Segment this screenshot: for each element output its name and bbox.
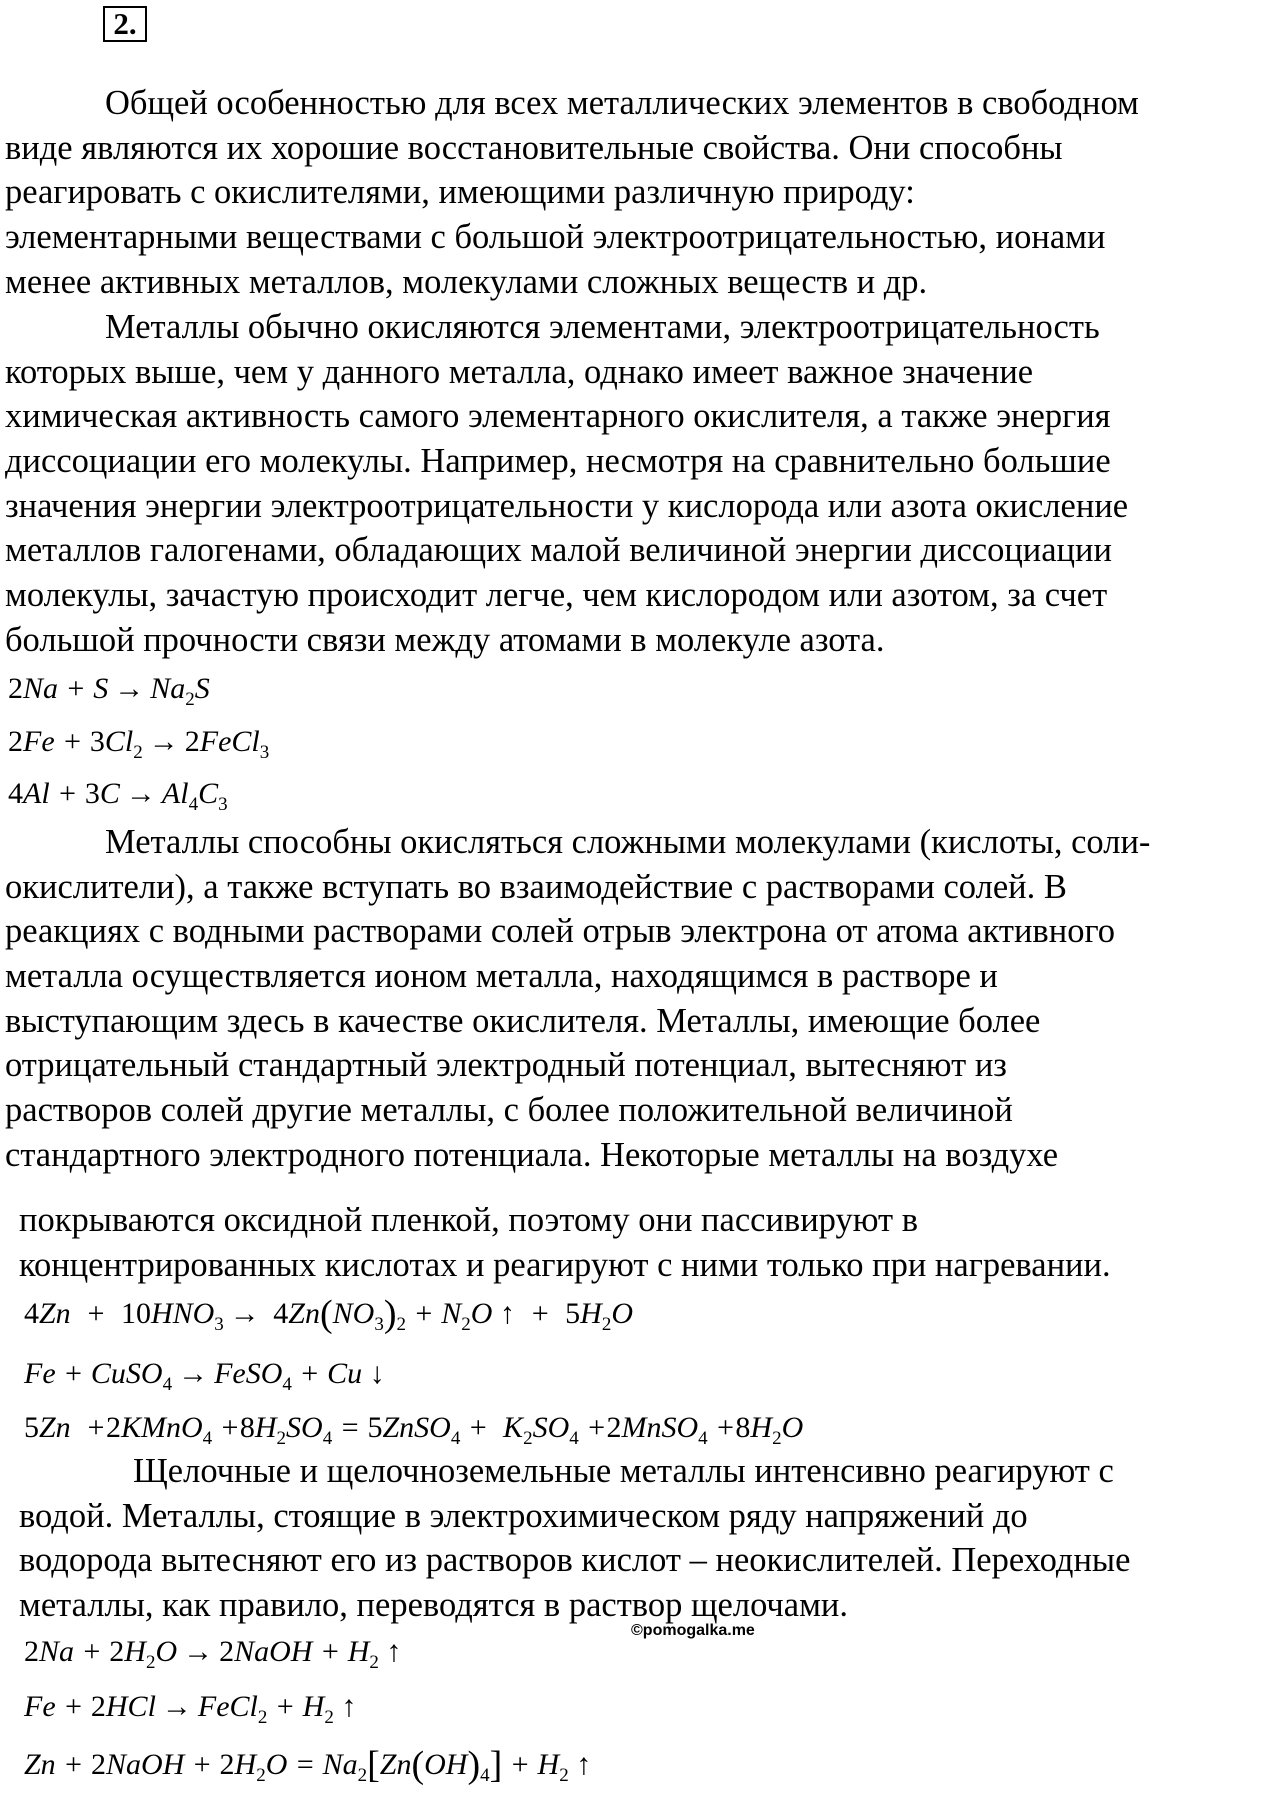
paragraph-1 bbox=[5, 81, 1273, 304]
equation-fe-cuso4: Fe + CuSO$_4$ → FeSO$_4$ + Cu ↓ bbox=[24, 1357, 385, 1395]
equation-zn-hno3: $4Zn + 10HNO_3 \to 4Zn(NO_3)_2 + N_2O$ ↑ + $5H_2O$ bbox=[24, 1293, 633, 1335]
paragraph-4 bbox=[19, 1198, 1274, 1287]
text-line: водой. Металлы, стоящие в электрохимическом ряду напряжений до bbox=[19, 1496, 1028, 1535]
paragraph-2 bbox=[5, 305, 1273, 663]
text-line: значения энергии электроотрицательности у кислорода или азота окисление bbox=[5, 486, 1129, 525]
task-number: 2. bbox=[103, 6, 147, 42]
text-line: химическая активность самого элементарного окислителя, а также энергия bbox=[5, 397, 1111, 436]
text-line: Металлы способны окисляться сложными молекулами (кислоты, соли- bbox=[105, 823, 1151, 861]
text-line: металла осуществляется ионом металла, находящимся в растворе и bbox=[5, 957, 998, 996]
equation-fe-hcl: Fe + 2HCl → FeCl$_2$ + $H_2$ ↑ bbox=[24, 1690, 357, 1728]
text-line: менее активных металлов, молекулами сложных веществ и др. bbox=[5, 262, 928, 301]
text-line: элементарными веществами с большой электроотрицательностью, ионами bbox=[5, 218, 1106, 257]
text-line: выступающим здесь в качестве окислителя. Металлы, имеющие более bbox=[5, 1001, 1041, 1040]
text-line: реакциях с водными растворами солей отрыв электрона от атома активного bbox=[5, 912, 1115, 951]
equation-zn-kmno4: 5Zn +2KMnO$_4$ $+8H_2SO_4$ = 5ZnSO$_4$ + $K_2SO_4$ +2MnSO$_4$ $+8H_2O$ bbox=[24, 1411, 804, 1449]
text-line: большой прочности связи между атомами в молекуле азота. bbox=[5, 620, 885, 659]
text-line: покрываются оксидной пленкой, поэтому они пассивируют в bbox=[19, 1201, 919, 1239]
equation-na-h2o: $2Na + 2H_2O$ → 2NaOH + $H_2$ ↑ bbox=[24, 1635, 402, 1673]
text-line: растворов солей другие металлы, с более положительной величиной bbox=[5, 1091, 1013, 1130]
text-line: стандартного электродного потенциала. Некоторые металлы на воздухе bbox=[5, 1135, 1059, 1174]
text-line: Металлы обычно окисляются элементами, электроотрицательность bbox=[105, 308, 1100, 346]
text-line: окислители), а также вступать во взаимодействие с растворами солей. В bbox=[5, 867, 1067, 906]
text-line: водорода вытесняют его из растворов кислот – неокислителей. Переходные bbox=[19, 1541, 1131, 1580]
watermark: ©pomogalka.me bbox=[631, 1622, 755, 1639]
paragraph-5 bbox=[19, 1449, 1274, 1628]
equation-fe-cl2: $2Fe + 3Cl_2$ → 2FeCl$_3$ bbox=[8, 725, 270, 763]
text-line: Общей особенностью для всех металлических элементов в свободном bbox=[105, 84, 1139, 122]
text-line: Щелочные и щелочноземельные металлы интенсивно реагируют с bbox=[133, 1452, 1114, 1490]
equation-al-c: $4Al + 3C \to Al_4C_3$ bbox=[8, 777, 228, 815]
text-line: виде являются их хорошие восстановительные свойства. Они способны bbox=[5, 128, 1063, 167]
text-line: молекулы, зачастую происходит легче, чем кислородом или азотом, за счет bbox=[5, 576, 1108, 615]
text-line: которых выше, чем у данного металла, однако имеет важное значение bbox=[5, 352, 1034, 391]
equation-na-s: $2Na + S \to Na_2S$ bbox=[8, 672, 210, 710]
text-line: отрицательный стандартный электродный потенциал, вытесняют из bbox=[5, 1046, 1007, 1085]
equation-zn-naoh: Zn + 2NaOH + $2H_2O = Na_2[Zn(OH)_4] + H_2$ ↑ bbox=[24, 1744, 592, 1786]
text-line: металлы, как правило, переводятся в раствор щелочами. bbox=[19, 1586, 849, 1625]
text-line: металлов галогенами, обладающих малой величиной энергии диссоциации bbox=[5, 531, 1112, 570]
paragraph-3 bbox=[5, 820, 1273, 1178]
text-line: диссоциации его молекулы. Например, несмотря на сравнительно большие bbox=[5, 442, 1111, 481]
text-line: концентрированных кислотах и реагируют с ними только при нагревании. bbox=[19, 1245, 1111, 1284]
text-line: реагировать с окислителями, имеющими различную природу: bbox=[5, 173, 915, 212]
